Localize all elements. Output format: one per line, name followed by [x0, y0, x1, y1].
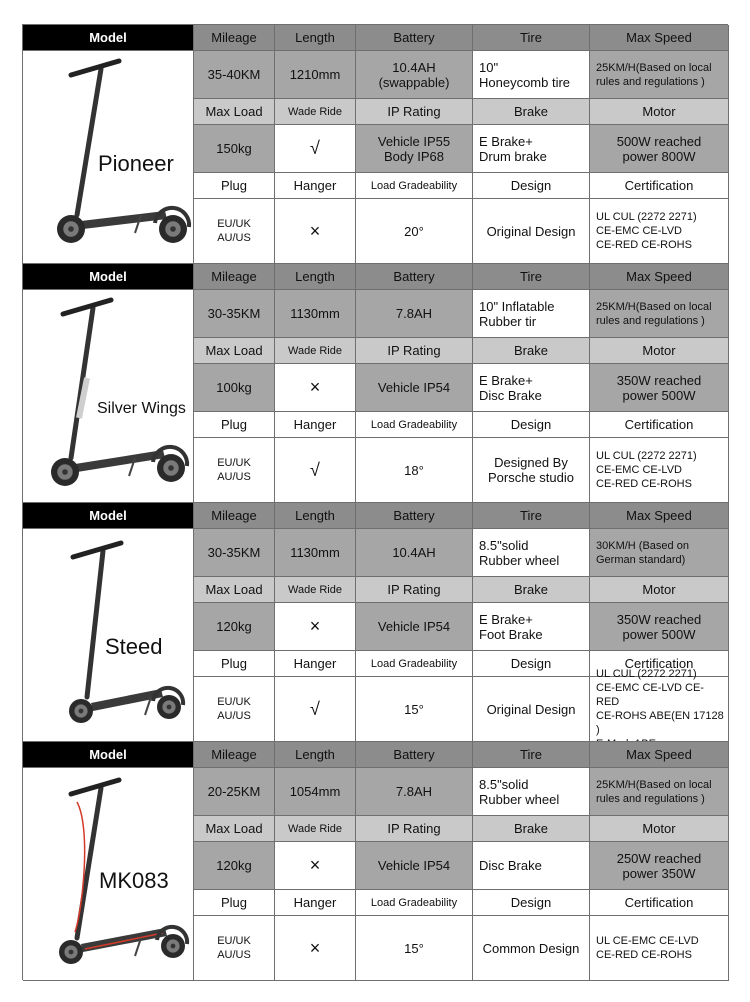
motor-label: Motor	[590, 338, 729, 364]
plug-value: EU/UK AU/US	[194, 677, 275, 742]
model-label: Model	[23, 264, 194, 290]
tire-label: Tire	[473, 503, 590, 529]
design-label: Design	[473, 890, 590, 916]
brake-label: Brake	[473, 338, 590, 364]
mileage-label: Mileage	[194, 25, 275, 51]
battery-label: Battery	[356, 503, 473, 529]
length-label: Length	[275, 25, 356, 51]
hanger-label: Hanger	[275, 890, 356, 916]
certification-label: Certification	[590, 412, 729, 438]
motor-label: Motor	[590, 577, 729, 603]
hanger-value: ×	[275, 916, 356, 981]
motor-label: Motor	[590, 816, 729, 842]
spec-grid	[22, 741, 728, 980]
ip-rating-value: Vehicle IP54	[356, 603, 473, 651]
design-label: Design	[473, 412, 590, 438]
battery-value: 7.8AH	[356, 290, 473, 338]
brake-label: Brake	[473, 99, 590, 125]
wade-ride-value: ×	[275, 603, 356, 651]
max-speed-label: Max Speed	[590, 503, 729, 529]
length-label: Length	[275, 264, 356, 290]
load-gradeability-label: Load Gradeability	[356, 412, 473, 438]
max-speed-value: 25KM/H(Based on local rules and regulations )	[590, 768, 729, 816]
ip-rating-label: IP Rating	[356, 577, 473, 603]
battery-value: 10.4AH	[356, 529, 473, 577]
ip-rating-label: IP Rating	[356, 338, 473, 364]
model-image-cell	[23, 529, 194, 742]
certification-label: Certification	[590, 651, 729, 677]
plug-label: Plug	[194, 890, 275, 916]
length-value: 1130mm	[275, 529, 356, 577]
certification-label: Certification	[590, 890, 729, 916]
plug-value: EU/UK AU/US	[194, 916, 275, 981]
model-name: Steed	[105, 634, 163, 659]
ip-rating-label: IP Rating	[356, 816, 473, 842]
mileage-label: Mileage	[194, 503, 275, 529]
max-load-value: 150kg	[194, 125, 275, 173]
tire-label: Tire	[473, 25, 590, 51]
max-speed-label: Max Speed	[590, 25, 729, 51]
max-load-label: Max Load	[194, 816, 275, 842]
mileage-value: 30-35KM	[194, 529, 275, 577]
max-speed-value: 25KM/H(Based on local rules and regulations )	[590, 51, 729, 99]
model-block-steed	[22, 502, 728, 741]
load-gradeability-label: Load Gradeability	[356, 890, 473, 916]
design-label: Design	[473, 651, 590, 677]
model-image-cell	[23, 768, 194, 981]
battery-label: Battery	[356, 264, 473, 290]
tire-label: Tire	[473, 742, 590, 768]
tire-value: 8.5"solid Rubber wheel	[473, 529, 590, 577]
hanger-value: ×	[275, 199, 356, 264]
model-block-mk083	[22, 741, 728, 980]
certification-value: CE-EMC CE-LVD CE-RED CE-ROHS ABE(EN 17128 )	[590, 677, 729, 742]
max-speed-value: 30KM/H (Based on German standard)	[590, 529, 729, 577]
ip-rating-value: Vehicle IP55 Body IP68	[356, 125, 473, 173]
max-load-value: 120kg	[194, 603, 275, 651]
certification-value: UL CUL (2272 2271) CE-EMC CE-LVD CE-RED CE-ROHS	[590, 438, 729, 503]
length-label: Length	[275, 742, 356, 768]
length-value: 1210mm	[275, 51, 356, 99]
hanger-label: Hanger	[275, 412, 356, 438]
battery-value: 7.8AH	[356, 768, 473, 816]
certification-value: UL CE-EMC CE-LVD CE-RED CE-ROHS	[590, 916, 729, 981]
spec-grid	[22, 263, 728, 502]
max-load-label: Max Load	[194, 577, 275, 603]
brake-value: E Brake+ Foot Brake	[473, 603, 590, 651]
motor-value: 250W reached power 350W	[590, 842, 729, 890]
wade-ride-value: ×	[275, 364, 356, 412]
model-name: Silver Wings	[97, 400, 186, 417]
hanger-label: Hanger	[275, 651, 356, 677]
model-label: Model	[23, 503, 194, 529]
mileage-value: 20-25KM	[194, 768, 275, 816]
max-load-label: Max Load	[194, 99, 275, 125]
tire-value: 8.5"solid Rubber wheel	[473, 768, 590, 816]
design-value: Original Design	[473, 199, 590, 264]
load-gradeability-value: 15°	[356, 916, 473, 981]
wade-ride-label: Wade Ride	[275, 816, 356, 842]
plug-label: Plug	[194, 651, 275, 677]
max-speed-label: Max Speed	[590, 264, 729, 290]
brake-value: Disc Brake	[473, 842, 590, 890]
length-value: 1130mm	[275, 290, 356, 338]
plug-value: EU/UK AU/US	[194, 438, 275, 503]
max-speed-value: 25KM/H(Based on local rules and regulations )	[590, 290, 729, 338]
model-block-pioneer	[22, 24, 728, 263]
battery-label: Battery	[356, 25, 473, 51]
mileage-label: Mileage	[194, 264, 275, 290]
max-load-label: Max Load	[194, 338, 275, 364]
scooter-image	[23, 290, 193, 502]
load-gradeability-value: 18°	[356, 438, 473, 503]
max-load-value: 120kg	[194, 842, 275, 890]
mileage-value: 35-40KM	[194, 51, 275, 99]
mileage-label: Mileage	[194, 742, 275, 768]
model-image-cell	[23, 290, 194, 503]
load-gradeability-value: 15°	[356, 677, 473, 742]
model-image-cell	[23, 51, 194, 264]
mileage-value: 30-35KM	[194, 290, 275, 338]
brake-label: Brake	[473, 577, 590, 603]
ip-rating-value: Vehicle IP54	[356, 364, 473, 412]
length-value: 1054mm	[275, 768, 356, 816]
design-label: Design	[473, 173, 590, 199]
model-block-silver-wings	[22, 263, 728, 502]
hanger-label: Hanger	[275, 173, 356, 199]
motor-value: 350W reached power 500W	[590, 364, 729, 412]
tire-value: 10" Honeycomb tire	[473, 51, 590, 99]
design-value: Original Design	[473, 677, 590, 742]
battery-value: 10.4AH (swappable)	[356, 51, 473, 99]
spec-grid	[22, 502, 728, 741]
wade-ride-value: √	[275, 125, 356, 173]
length-label: Length	[275, 503, 356, 529]
model-label: Model	[23, 742, 194, 768]
spec-grid	[22, 24, 728, 263]
max-load-value: 100kg	[194, 364, 275, 412]
model-name: Pioneer	[98, 151, 174, 176]
brake-value: E Brake+ Drum brake	[473, 125, 590, 173]
max-speed-label: Max Speed	[590, 742, 729, 768]
brake-label: Brake	[473, 816, 590, 842]
plug-label: Plug	[194, 173, 275, 199]
motor-value: 350W reached power 500W	[590, 603, 729, 651]
model-name: MK083	[99, 868, 169, 893]
load-gradeability-label: Load Gradeability	[356, 173, 473, 199]
motor-value: 500W reached power 800W	[590, 125, 729, 173]
plug-value: EU/UK AU/US	[194, 199, 275, 264]
wade-ride-value: ×	[275, 842, 356, 890]
ip-rating-label: IP Rating	[356, 99, 473, 125]
wade-ride-label: Wade Ride	[275, 577, 356, 603]
wade-ride-label: Wade Ride	[275, 338, 356, 364]
tire-label: Tire	[473, 264, 590, 290]
design-value: Designed By Porsche studio	[473, 438, 590, 503]
design-value: Common Design	[473, 916, 590, 981]
ip-rating-value: Vehicle IP54	[356, 842, 473, 890]
load-gradeability-value: 20°	[356, 199, 473, 264]
model-label: Model	[23, 25, 194, 51]
motor-label: Motor	[590, 99, 729, 125]
load-gradeability-label: Load Gradeability	[356, 651, 473, 677]
hanger-value: √	[275, 677, 356, 742]
certification-value: UL CUL (2272 2271) CE-EMC CE-LVD CE-RED CE-ROHS	[590, 199, 729, 264]
tire-value: 10" Inflatable Rubber tir	[473, 290, 590, 338]
brake-value: E Brake+ Disc Brake	[473, 364, 590, 412]
plug-label: Plug	[194, 412, 275, 438]
battery-label: Battery	[356, 742, 473, 768]
hanger-value: √	[275, 438, 356, 503]
certification-label: Certification	[590, 173, 729, 199]
wade-ride-label: Wade Ride	[275, 99, 356, 125]
